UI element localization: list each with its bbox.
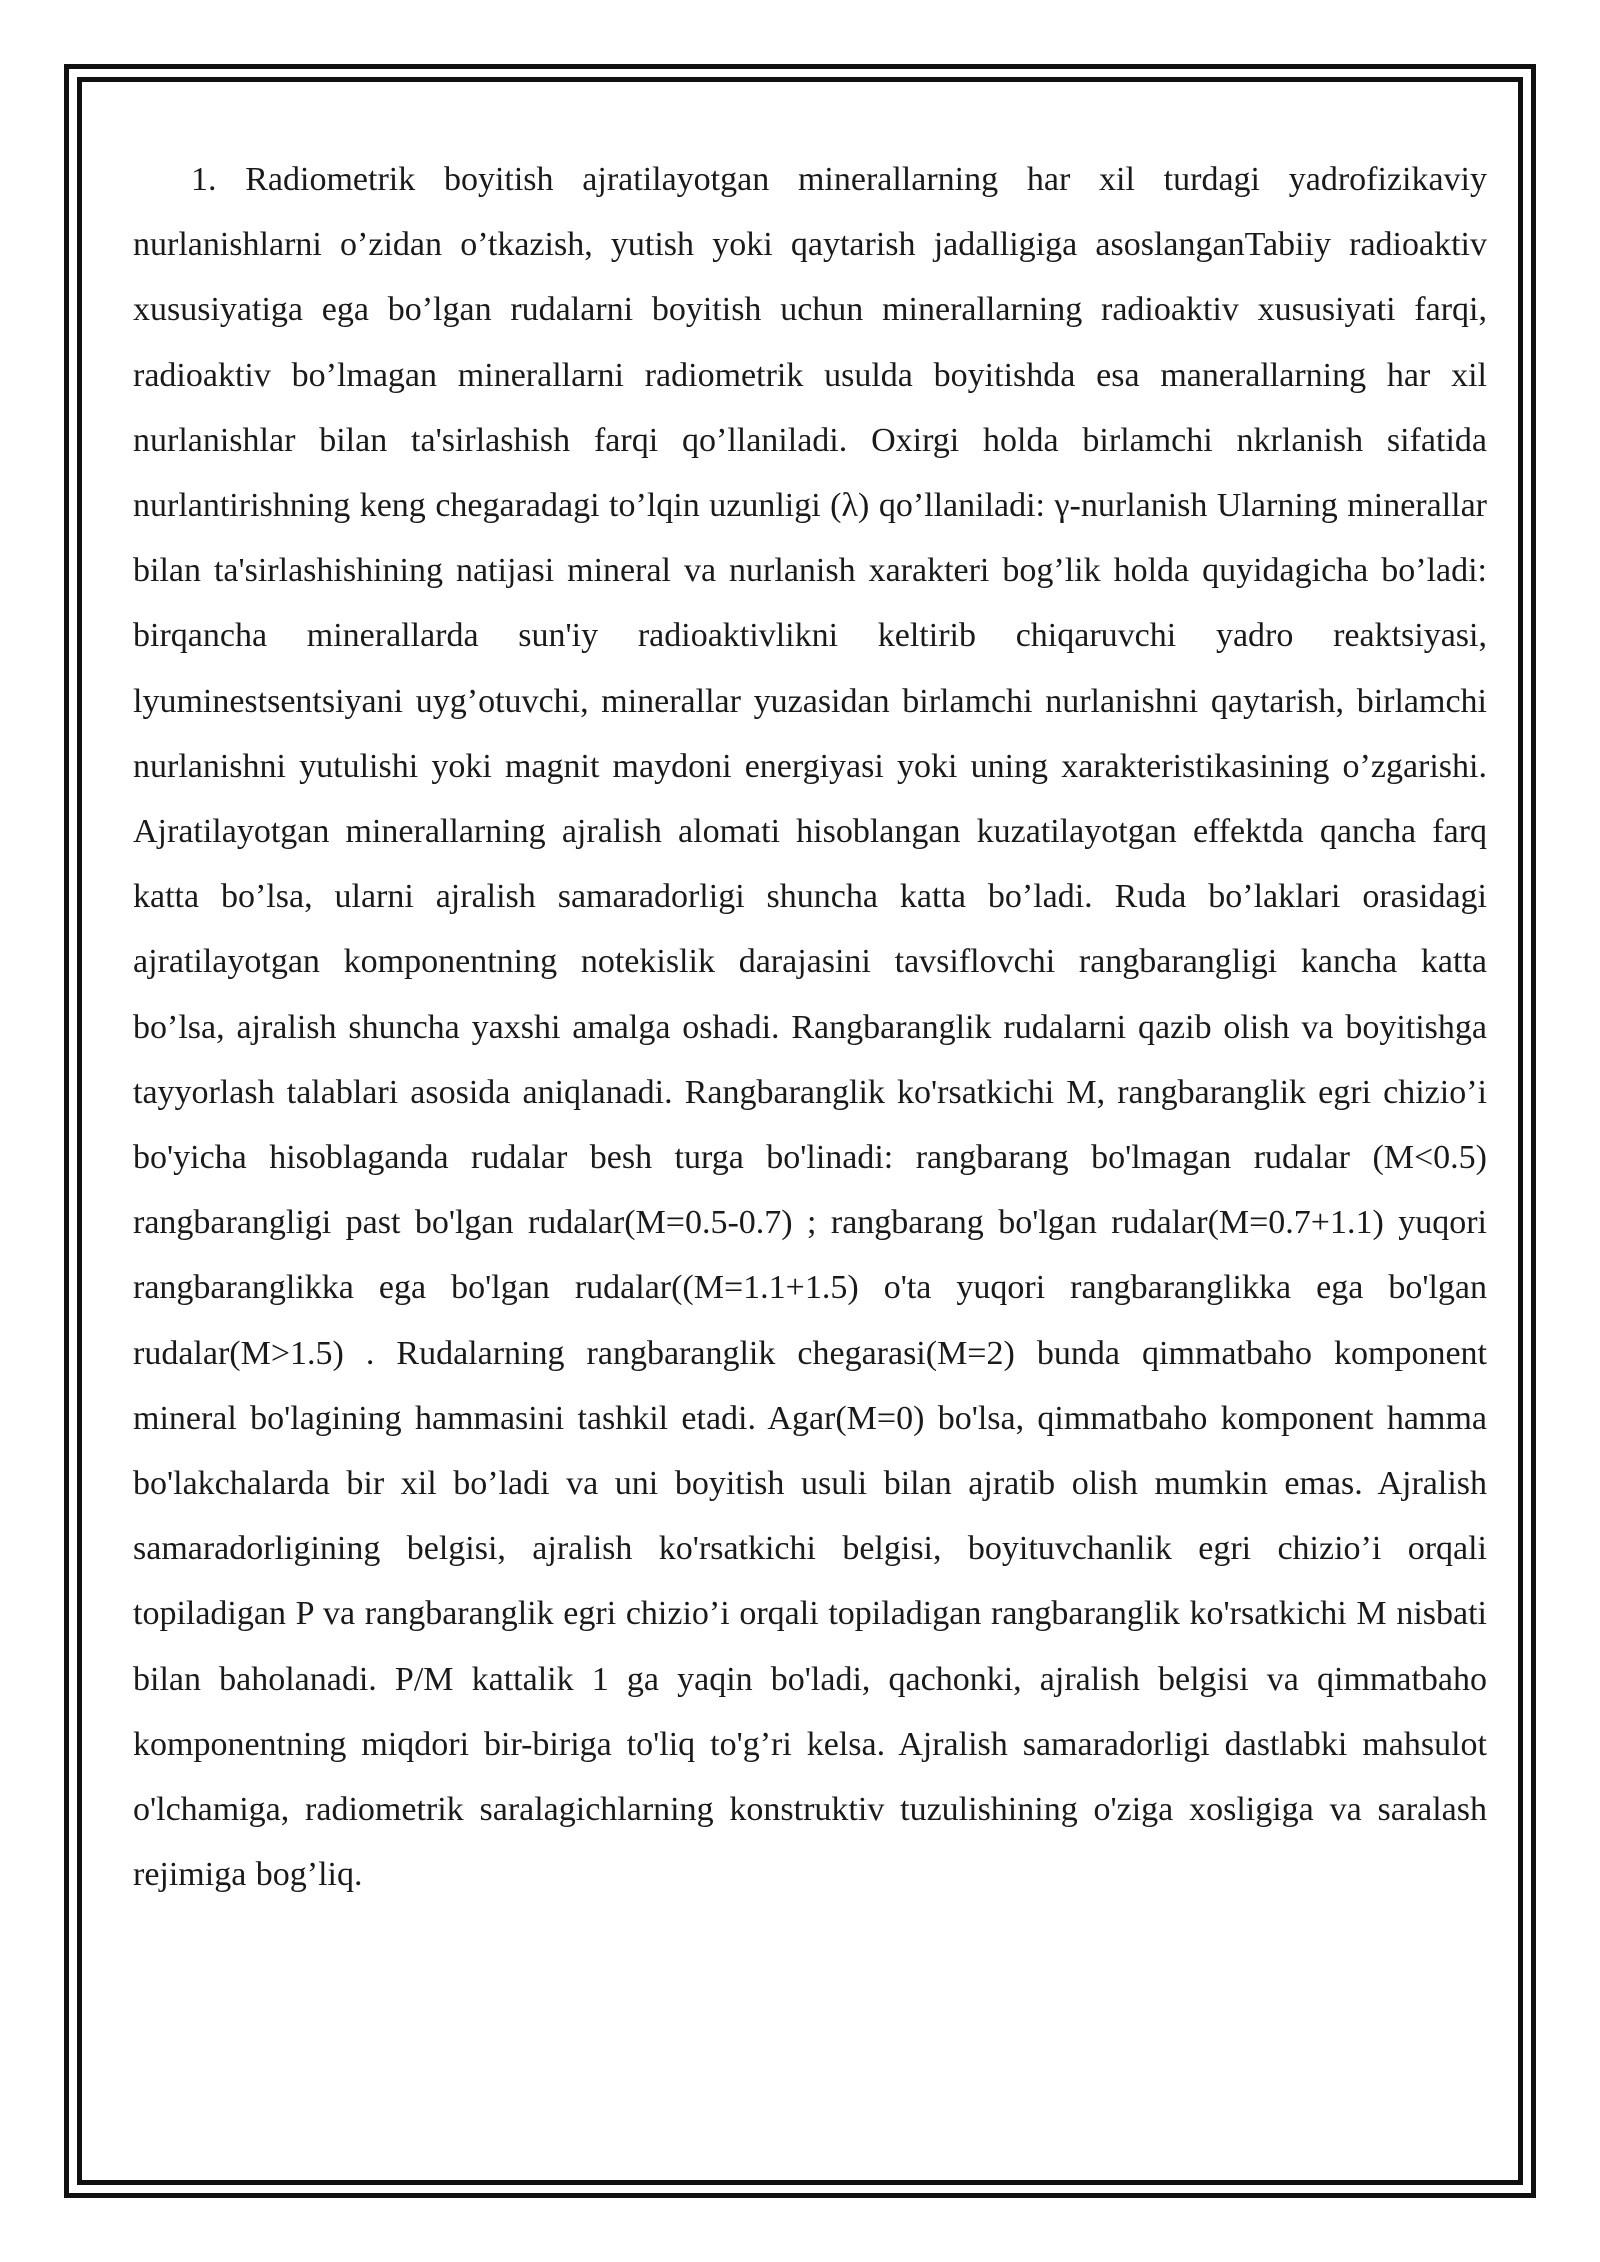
body-paragraph: 1. Radiometrik boyitish ajratilayotgan minerallarning har xil turdagi yadrofizikaviy nurlanishlarni o’zidan o’tkazish, yutish yoki qaytarish jadalligiga asoslanganTabiiy radioaktiv xususiyatiga ega bo’lgan rudalarni boyitish uchun minerallarning radioaktiv xususiyati farqi, radioaktiv bo’lmagan minerallarni radiometrik usulda boyitishda esa manerallarning har xil nurlanishlar bilan ta'sirlashish farqi qo’llaniladi. Oxirgi holda birlamchi nkrlanish sifatida nurlantirishning keng chegaradagi to’lqin uzunligi (λ) qo’llaniladi: γ-nurlanish Ularning minerallar bilan ta'sirlashishining natijasi mineral va nurlanish xarakteri bog’lik holda quyidagicha bo’ladi: birqancha minerallarda sun'iy radioaktivlikni keltirib chiqaruvchi yadro reaktsiyasi, lyuminestsentsiyani uyg’otuvchi, minerallar yuzasidan birlamchi nurlanishni qaytarish, birlamchi nurlanishni yutulishi yoki magnit maydoni energiyasi yoki uning xarakteristikasining o’zgarishi. Ajratilayotgan minerallarning ajralish alomati hisoblangan kuzatilayotgan effektda qancha farq katta bo’lsa, ularni ajralish samaradorligi shuncha katta bo’ladi. Ruda bo’laklari orasidagi ajratilayotgan komponentning notekislik darajasini tavsiflovchi rangbarangligi kancha katta bo’lsa, ajralish shuncha yaxshi amalga oshadi. Rangbaranglik rudalarni qazib olish va boyitishga tayyorlash talablari asosida aniqlanadi. Rangbaranglik ko'rsatkichi M, rangbaranglik egri chizio’i bo'yicha hisoblaganda rudalar besh turga bo'linadi: rangbarang bo'lmagan rudalar (M<0.5) rangbarangligi past bo'lgan rudalar(M=0.5-0.7) ; rangbarang bo'lgan rudalar(M=0.7+1.1) yuqori rangbaranglikka ega bo'lgan rudalar((M=1.1+1.5) o'ta yuqori rangbaranglikka ega bo'lgan rudalar(M>1.5) . Rudalarning rangbaranglik chegarasi(M=2) bunda qimmatbaho komponent mineral bo'lagining hammasini tashkil etadi. Agar(M=0) bo'lsa, qimmatbaho komponent hamma bo'lakchalarda bir xil bo’ladi va uni boyitish usuli bilan ajratib olish mumkin emas. Ajralish samaradorligining belgisi, ajralish ko'rsatkichi belgisi, boyituvchanlik egri chizio’i orqali topiladigan P va rangbaranglik egri chizio’i orqali topiladigan rangbaranglik ko'rsatkichi M nisbati bilan baholanadi. P/M kattalik 1 ga yaqin bo'ladi, qachonki, ajralish belgisi va qimmatbaho komponentning miqdori bir-biriga to'liq to'g’ri kelsa. Ajralish samaradorligi dastlabki mahsulot o'lchamiga, radiometrik saralagichlarning konstruktiv tuzulishining o'ziga xosligiga va saralash rejimiga bog’liq. — [133, 161, 1487, 1894]
